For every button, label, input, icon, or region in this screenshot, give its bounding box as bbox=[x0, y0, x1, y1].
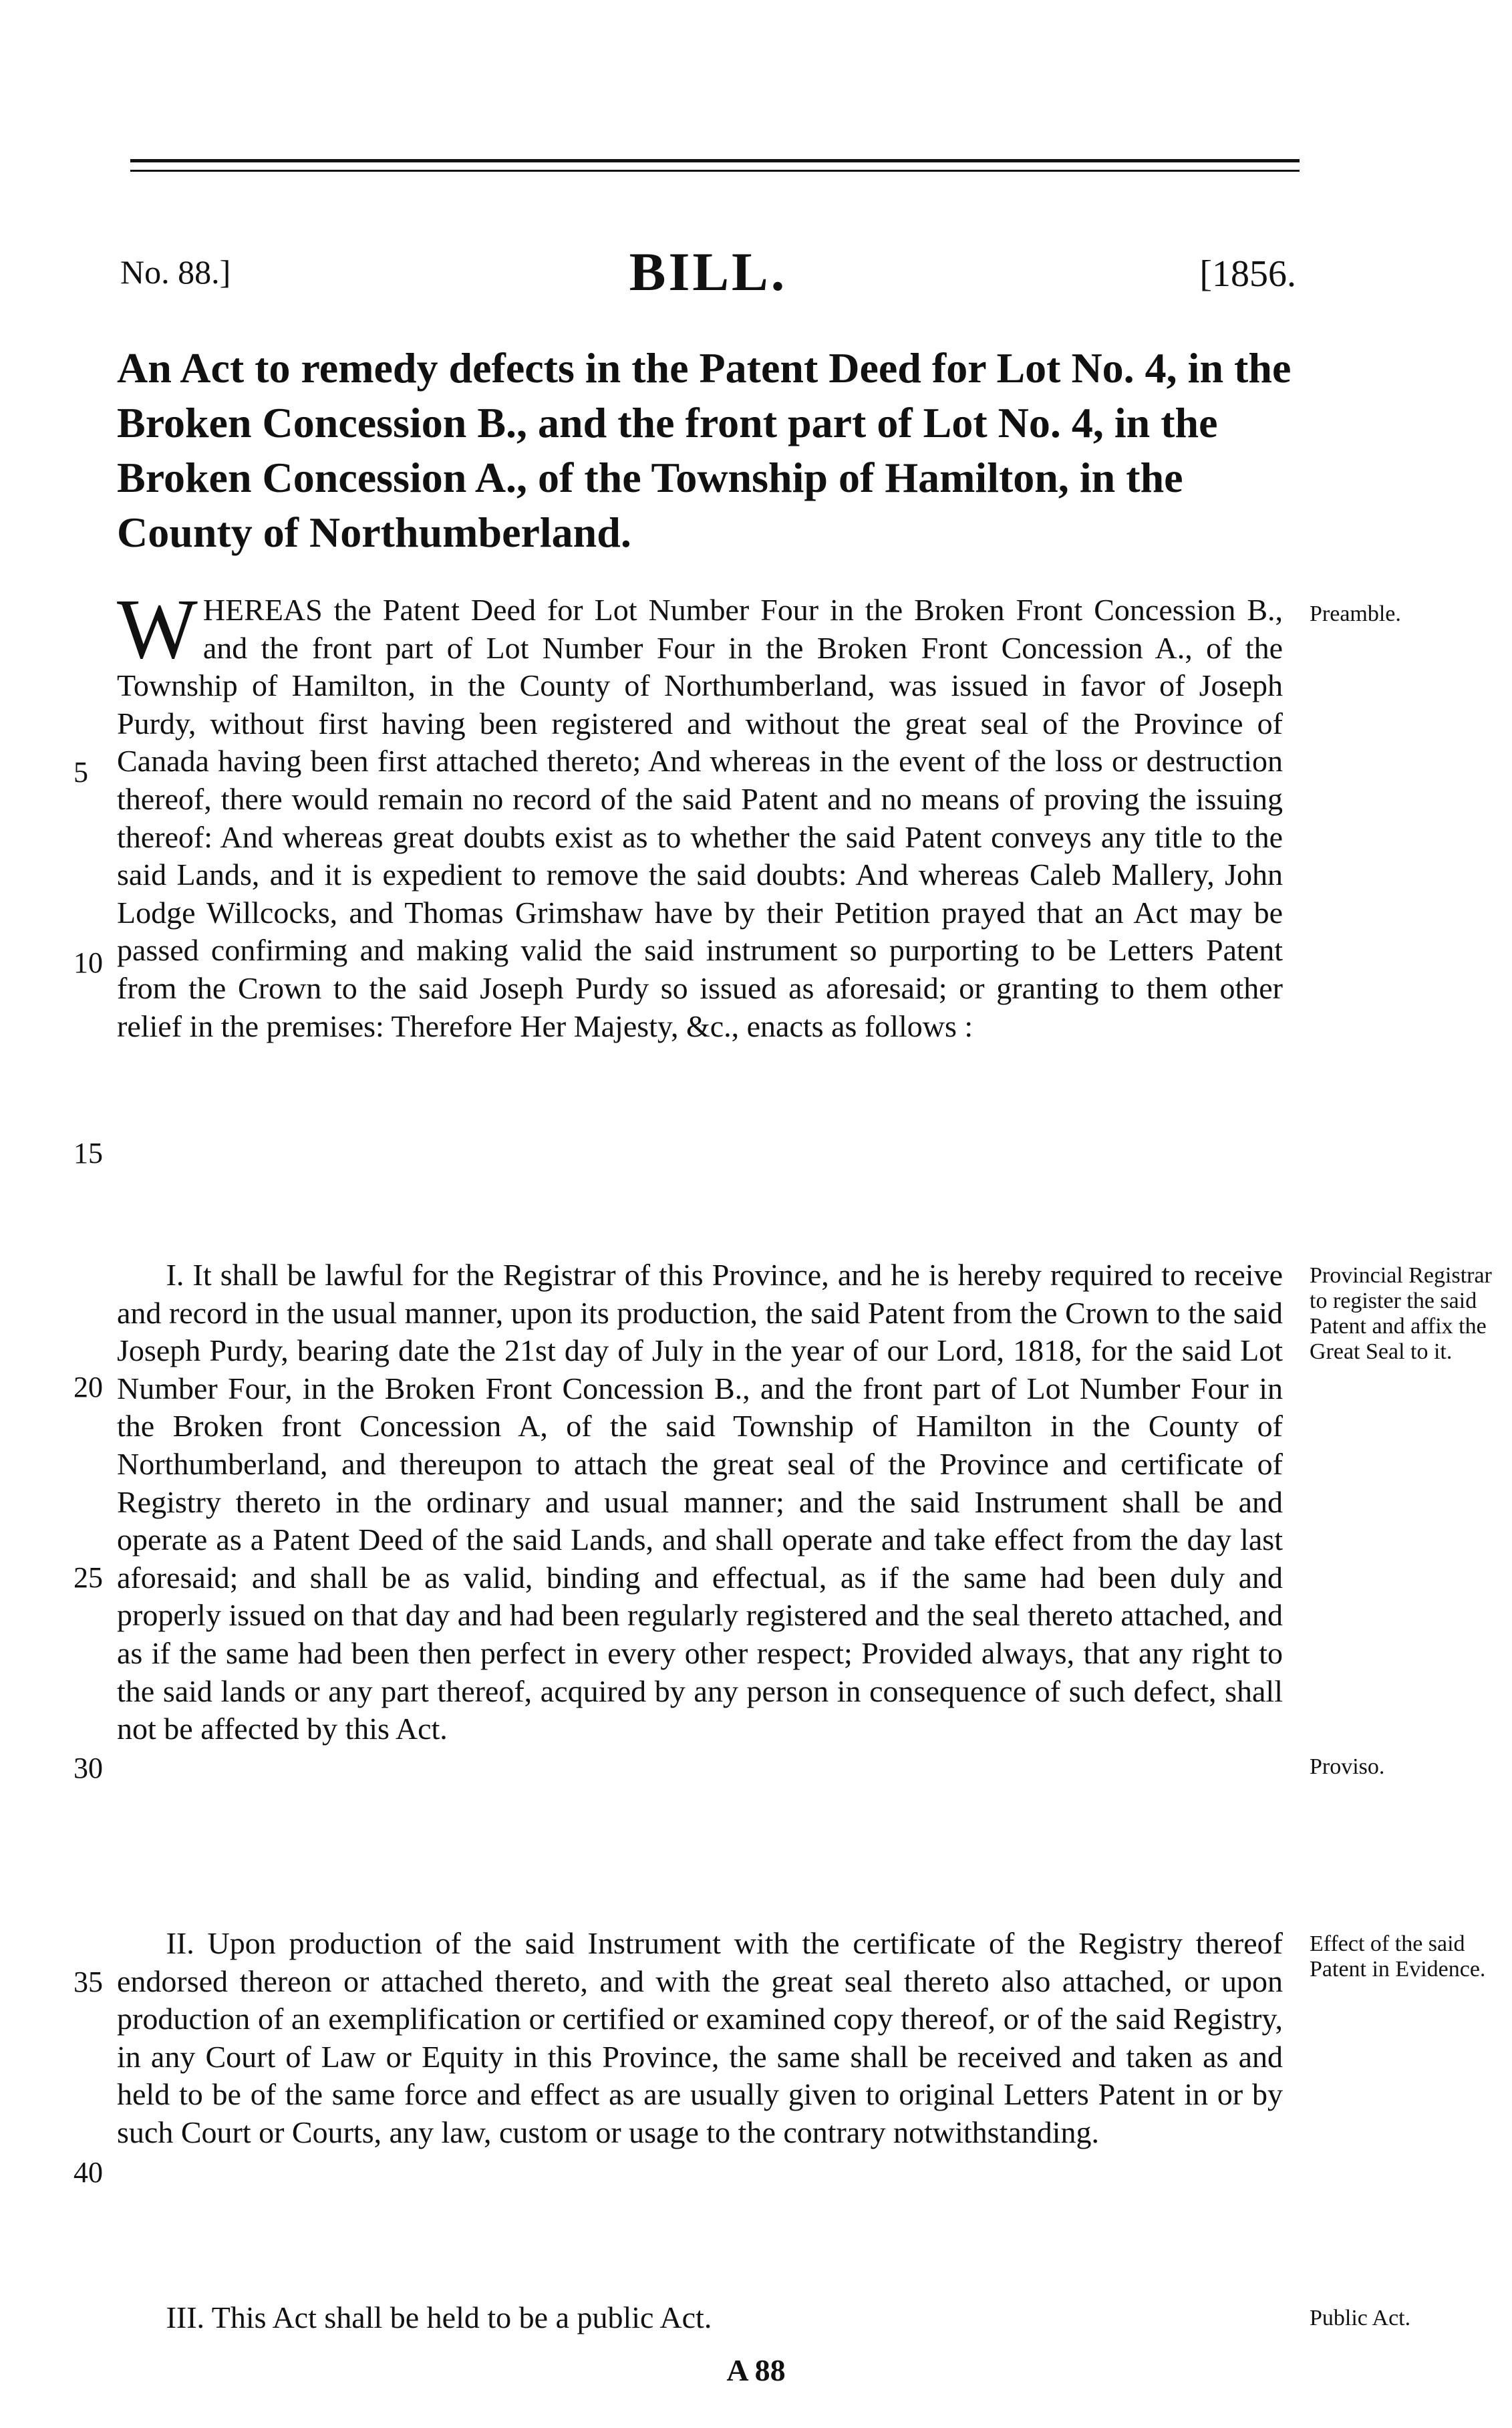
line-number: 15 bbox=[73, 1137, 103, 1170]
act-title: An Act to remedy defects in the Patent Deed for Lot No. 4, in the Broken Concession B., and the front part of Lot No. 4, in the Broken Concession A., of the Township of Hamilton, in the County of Northumberland. bbox=[117, 344, 1292, 556]
drop-cap: W bbox=[117, 581, 198, 676]
bill-year: [1856. bbox=[1199, 253, 1296, 295]
bill-number: No. 88.] bbox=[120, 253, 231, 291]
section-three-text: III. This Act shall be held to be a public Act. bbox=[166, 2300, 712, 2334]
line-number: 5 bbox=[73, 756, 88, 789]
section-one-text: I. It shall be lawful for the Registrar of this Province, and he is hereby required to receive and record in the usual manner, upon its production, the said Patent from the Crown to the said Joseph Purdy, bearing date the 21st day of July in the year of our Lord, 1818, for the said Lot Number Four, in the Broken Front Concession B., and the front part of Lot Number Four in the Broken front Concession A, of the said Township of Hamilton in the County of Northumberland, and thereupon to attach the great seal of the Province and certificate of Registry thereto in the ordinary and usual manner; and the said Instrument shall be and operate as a Patent Deed of the said Lands, and shall operate and take effect from the day last aforesaid; and shall be as valid, binding and effectual, as if the same had been duly and properly issued on that day and had been regularly registered and the seal thereto attached, and as if the same had been then perfect in every other respect; Provided always, that any right to the said lands or any part thereof, acquired by any person in consequence of such defect, shall not be affected by this Act. bbox=[117, 1258, 1283, 1746]
side-note-registrar: Provincial Registrar to register the said Patent and affix the Great Seal to it. bbox=[1310, 1263, 1492, 1364]
line-number: 10 bbox=[73, 946, 103, 979]
line-number: 30 bbox=[73, 1752, 103, 1784]
preamble-text: HEREAS the Patent Deed for Lot Number Four in the Broken Front Concession B., and the front part of Lot Number Four in the Broken Front Concession A., of the Township of Hamilton, in the County of Northumberland, was issued in favor of Joseph Purdy, without first having been registered and without the great seal of the Province of Canada having been first attached thereto; And whereas in the event of the loss or destruction thereof, there would remain no record of the said Patent and no means of proving the issuing thereof: And whereas great doubts exist as to whether the said Patent conveys any title to the said Lands, and it is expedient to remove the said doubts: And whereas Caleb Mallery, John Lodge Willcocks, and Thomas Grimshaw have by their Petition prayed that an Act may be passed confirming and making valid the said instrument so purporting to be Letters Patent from the Crown to the said Joseph Purdy so issued as aforesaid; or granting to them other relief in the premises: Therefore Her Majesty, &c., enacts as follows : bbox=[117, 593, 1283, 1043]
signature-mark: A 88 bbox=[726, 2353, 786, 2387]
line-number: 25 bbox=[73, 1561, 103, 1594]
preamble-paragraph bbox=[117, 581, 1283, 1233]
section-two bbox=[117, 1925, 1283, 2272]
side-note-proviso: Proviso. bbox=[1310, 1754, 1385, 1779]
top-rule-thin bbox=[130, 170, 1300, 172]
section-two-text: II. Upon production of the said Instrument with the certificate of the Registry thereof endorsed thereon or attached thereto, and with the great seal thereto also attached, or upon production of an exemplification or certified or examined copy thereof, or of the said Registry, in any Court of Law or Equity in this Province, the same shall be received and taken as and held to be of the same force and effect as are usually given to original Letters Patent in or by such Court or Courts, any law, custom or usage to the contrary notwithstanding. bbox=[117, 1926, 1283, 2149]
line-number: 20 bbox=[73, 1371, 103, 1403]
bill-header bbox=[120, 241, 1296, 301]
line-number: 35 bbox=[73, 1966, 103, 1998]
side-note-evidence: Effect of the said Patent in Evidence. bbox=[1310, 1931, 1486, 1982]
side-note-public-act: Public Act. bbox=[1310, 2306, 1411, 2330]
side-note-preamble: Preamble. bbox=[1310, 601, 1401, 626]
section-three bbox=[117, 2299, 1283, 2339]
bill-title: BILL. bbox=[629, 241, 788, 302]
line-number: 40 bbox=[73, 2156, 103, 2189]
section-one bbox=[117, 1256, 1283, 1898]
top-rule bbox=[130, 159, 1300, 162]
